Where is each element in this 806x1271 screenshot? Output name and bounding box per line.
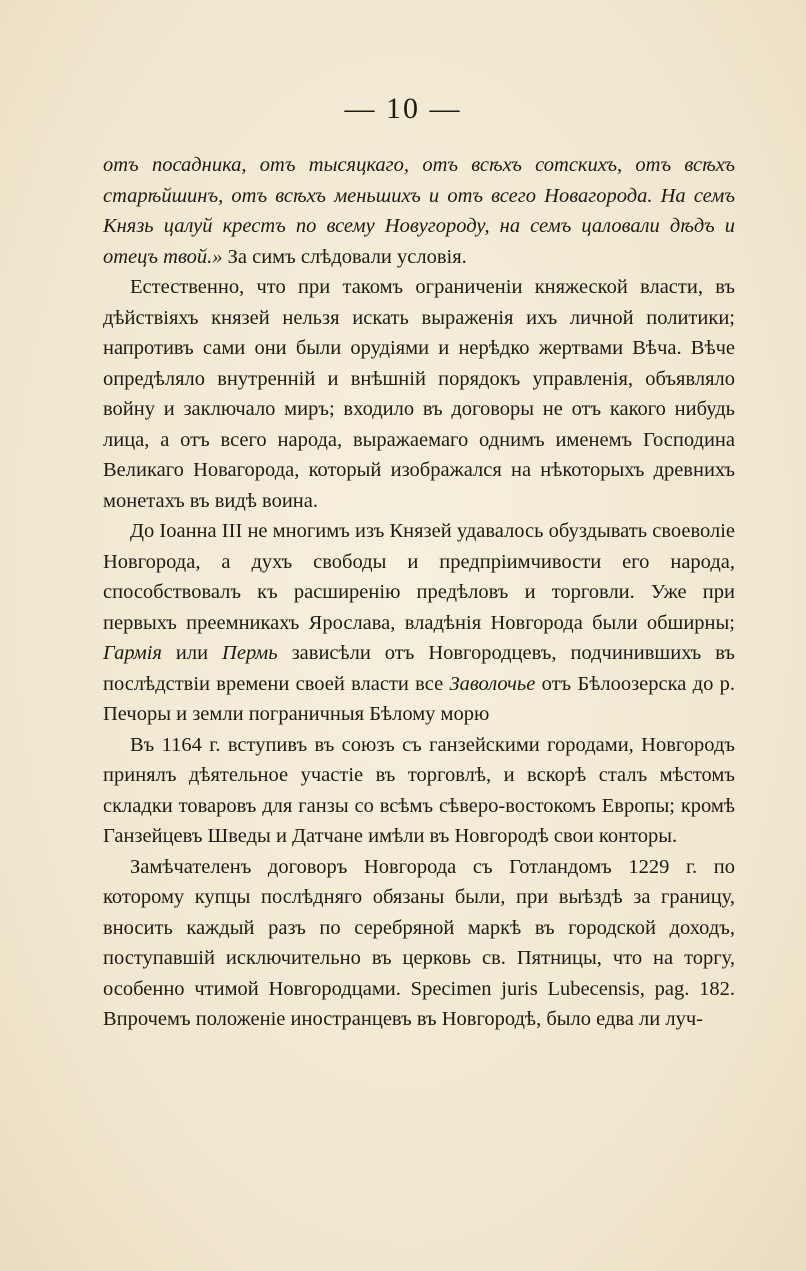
italic-term: Заволочье [449,672,536,695]
text-segment: До Іоанна III не многимъ изъ Князей удавалось обуздывать своеволіе Новгорода, а духъ свободы и предпріимчивости его народа, способствовалъ къ расширенію предѣловъ и торговли. Уже при первыхъ преемникахъ Ярослава, владѣнія Новгорода были обширны; [103,520,735,634]
text-segment: Въ 1164 г. вступивъ въ союзъ съ ганзейскими городами, Новгородъ принялъ дѣятельное участіе въ торговлѣ, и вскорѣ сталъ мѣстомъ складки товаровъ для ганзы со всѣмъ сѣверо-востокомъ Европы; кромѣ Ганзейцевъ Шведы и Датчане имѣли въ Новгородѣ свои конторы. [103,733,735,847]
italic-quote: отъ посадника, отъ тысяцкаго, отъ всѣхъ сотскихъ, отъ всѣхъ старѣйшинъ, отъ всѣхъ меньшихъ и отъ всего Новагорода. На семъ Князь цалуй крестъ по всему Новугороду, на семъ цаловали дѣдъ и отецъ твой.» [103,154,735,268]
paragraph [103,516,735,730]
text-segment: отъ Бѣлоозерска до р. Печоры и земли пограничныя Бѣлому морю [103,672,735,725]
body-text [103,150,735,1035]
paragraph [103,852,735,1035]
text-segment: зависѣли отъ Новгородцевъ, подчинившихъ въ послѣдствіи времени своей власти все [103,642,735,695]
paragraph [103,272,735,516]
text-segment: Естественно, что при такомъ ограниченіи княжеской власти, въ дѣйствіяхъ князей нельзя искать выраженія ихъ личной политики; напротивъ сами они были орудіями и нерѣдко жертвами Вѣча. Вѣче опредѣляло внутренній и внѣшній порядокъ управленія, объявляло войну и заключало миръ; входило въ договоры не отъ какого нибудь лица, а отъ всего народа, выражаемаго однимъ именемъ Господина Великаго Новагорода, который изображался на нѣкоторыхъ древнихъ монетахъ въ видѣ воина. [103,276,735,512]
paragraph [103,150,735,272]
text-segment: Замѣчателенъ договоръ Новгорода съ Готландомъ 1229 г. по которому купцы послѣдняго обязаны были, при выѣздѣ за границу, вносить каждый разъ по серебряной маркѣ въ городской доходъ, поступавшій исключительно въ церковь св. Пятницы, что на торгу, особенно чтимой Новгородцами. Specimen juris Lubecensis, pag. 182. Впрочемъ положеніе иностранцевъ въ Новгородѣ, было едва ли луч- [103,855,735,1030]
text-segment: За симъ слѣдовали условія. [222,245,467,268]
page-number: — 10 — [344,92,462,125]
italic-term: Гармія [103,642,162,664]
italic-term: Пермь [222,642,278,664]
text-segment: или [161,642,223,664]
paragraph [103,730,735,852]
